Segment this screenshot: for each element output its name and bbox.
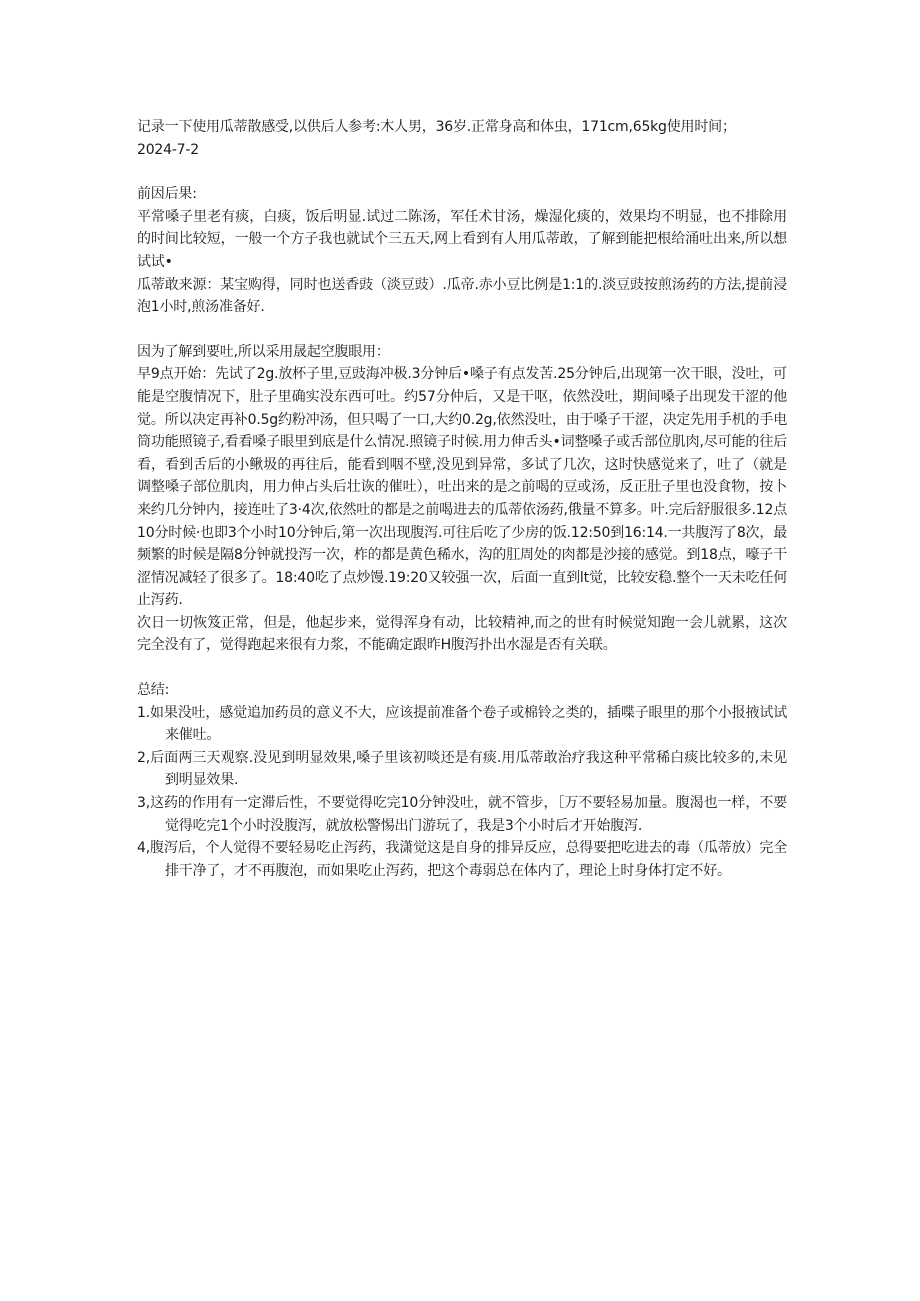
spacer — [137, 319, 787, 341]
document-body — [137, 116, 787, 882]
summary-heading: 总结: — [137, 682, 170, 699]
header-line: 记录一下使用瓜蒂散感受,以供后人参考:木人男，36岁.正常身高和体虫，171cm,65kg使用时间； — [137, 119, 736, 135]
process-paragraph-2: 次日一切恢笈正常，但是，他起步来，觉得浑身有动，比较精神,而之的世有时候觉知跑一会儿就累，这次完全没有了，觉得跑起来很有力浆，不能确定跟昨H腹泻扑出水湿是否有关联。 — [137, 614, 787, 654]
spacer — [137, 161, 787, 183]
process-paragraph-1: 早9点开始：先试了2g.放杯子里,豆豉海冲极.3分钟后•嗓子有点发苦.25分钟后,出现第一次干眼，没吐，可能是空腹情况下，肚子里确实没东西可吐。约57分仲后，又是干呕，依然没吐，期间嗓子出现发干涩的他觉。所以决定再补0.5g约粉冲汤，但只喝了一口,大约0.2g,依然没吐，由于嗓子干涩，决定先用手机的手电筒功能照镜子,看看嗓子眼里到底是什么情况.照镜子时候.用力伸舌头•词整嗓子或舌部位肌肉,尽可能的往后看，看到舌后的小鳅圾的再往后，能看到咽不壁,没见到异常，多试了几次，这时快感觉来了，吐了（就是调整嗓子部位肌肉，用力伸占头后壮诙的催吐），吐出来的是之前喝的豆或汤，反正肚子里也没食物，按卜来约几分钟内，接连吐了3·4次,依然吐的都是之前喝进去的瓜蒂依汤药,俄量不算多。叶.完后舒服很多.12点10分时候·也即3个小时10分钟后,第一次出现腹泻.可往后吃了少房的饭.12:50到16:14.一共腹泻了8次，最频繁的时候是隔8分钟就投泻一次，柞的都是黄色稀水，沟的肛周处的肉都是沙接的感觉。到18点，嚎子干涩情况减轻了很多了。18:40吃了点炒馒.19:20又较强一次，后面一直到lt觉，比较安稳.整个一天未吃任何止泻药. — [137, 366, 787, 609]
usage-date: 2024-7-2 — [137, 141, 199, 158]
spacer — [137, 657, 787, 679]
background-section — [137, 183, 787, 319]
summary-list — [137, 702, 787, 883]
summary-section — [137, 679, 787, 882]
process-heading: 因为了解到要吐,所以采用晟起空腹眼用： — [137, 343, 390, 360]
summary-item: 2,后面两三天观察.没见到明显效果,嗓子里该初啖还是有痰.用瓜蒂敢治疗我这种平常稀白痰比较多的,未见到明显效果. — [137, 749, 787, 789]
background-paragraph-1: 平常嗓子里老有痰，白痰，饭后明显.试过二陈汤，军任术甘汤，燥湿化痰的，效果均不明显，也不排除用的时间比较短，一般一个方子我也就试个三五天,网上看到有人用瓜蒂敢，了解到能把根给涌吐出来,所以想试试• — [137, 208, 787, 270]
background-paragraph-2: 瓜蒂敢来源：某宝购得，同时也送香豉（淡豆豉）.瓜帝.赤小豆比例是1:1的.淡豆豉按煎汤药的方法,提前浸泡1小时,煎汤准备好. — [137, 276, 787, 316]
process-section — [137, 341, 787, 657]
summary-item: 1.如果没吐，感觉追加药员的意义不大，应该提前准备个卷子或棉铃之类的，插喋子眼里的那个小报掖试试来催吐。 — [137, 704, 787, 744]
summary-item: 4,腹泻后，个人觉得不要轻易吃止泻药，我潇觉这是自身的排异反应，总得要把吃进去的毒（瓜蒂放）完全排干净了，才不再腹泡，而如果吃止泻药，把这个毒弱总在体内了，理论上时身体打定不好。 — [137, 840, 787, 879]
summary-item: 3,这药的作用有一定滞后性，不要觉得吃完10分钟没吐，就不管步，［万不要轻易加量。腹渴也一样，不要觉得吃完1个小时没腹泻，就放松警惕出门游玩了，我是3个小时后才开始腹泻. — [137, 795, 787, 834]
background-heading: 前因后果: — [137, 186, 197, 203]
